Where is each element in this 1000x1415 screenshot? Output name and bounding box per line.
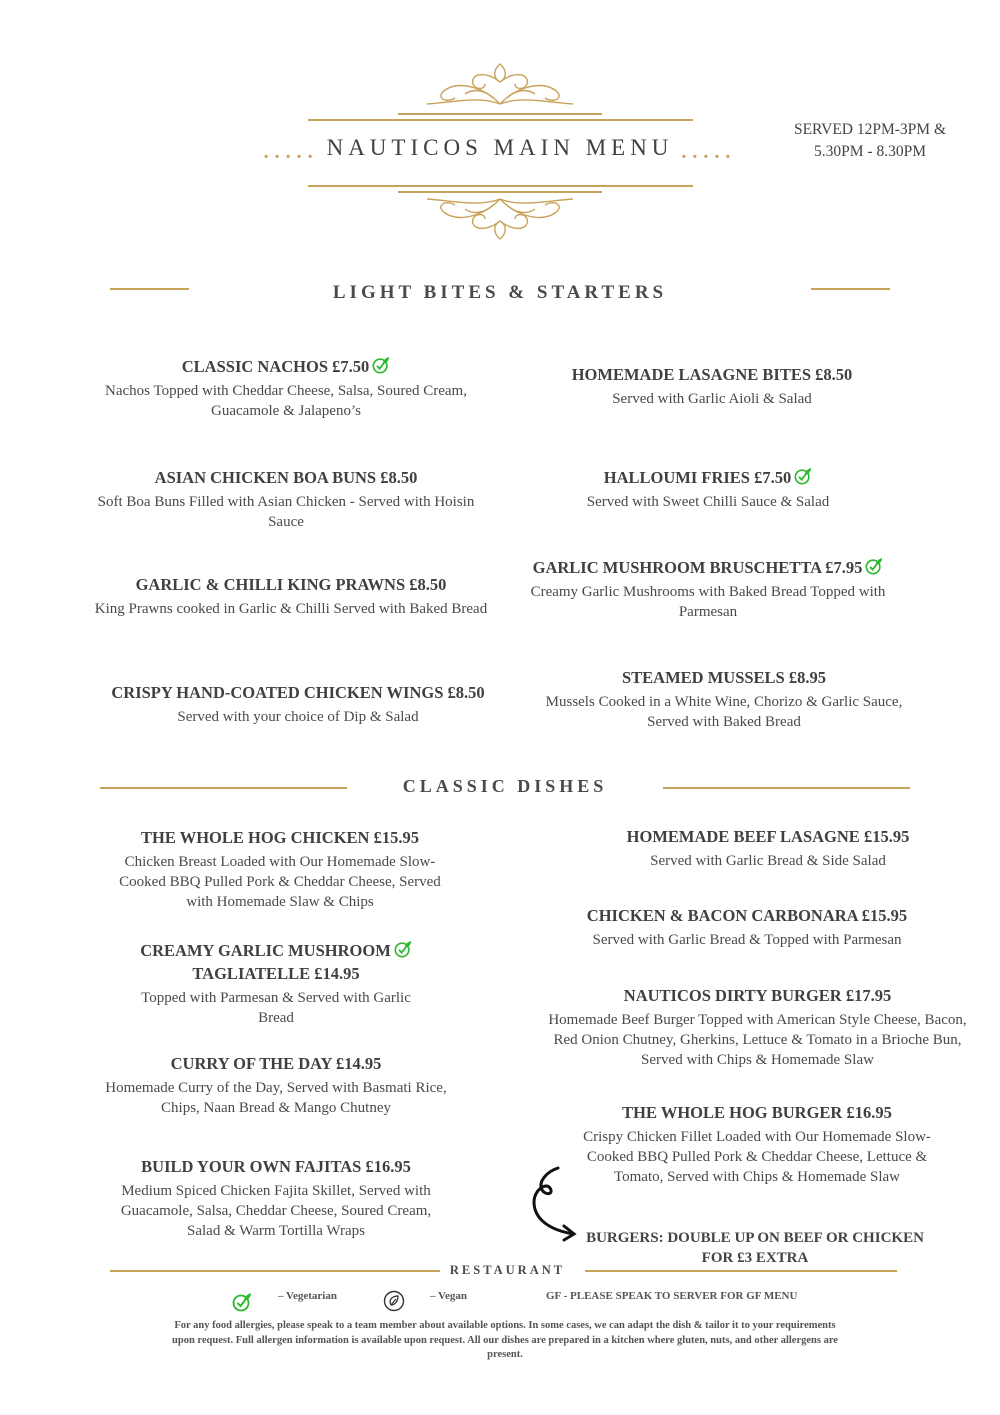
vegetarian-icon: [794, 467, 812, 485]
item-description: Homemade Beef Burger Topped with American Style Cheese, Bacon, Red Onion Chutney, Gherkins, Lettuce & Tomato in a Brioche Bun, Served with Chips & Homemade Slaw: [548, 1012, 967, 1068]
menu-item: [76, 939, 476, 1028]
vegetarian-icon: [372, 356, 390, 374]
item-description: Mussels Cooked in a White Wine, Chorizo & Garlic Sauce, Served with Baked Bread: [545, 694, 903, 730]
serving-hours: [770, 119, 970, 163]
item-name: HOMEMADE BEEF LASAGNE £15.95: [626, 827, 910, 846]
item-description: Homemade Curry of the Day, Served with Basmati Rice, Chips, Naan Bread & Mango Chutney: [105, 1080, 447, 1116]
item-description: Served with Garlic Bread & Topped with Parmesan: [592, 932, 902, 948]
item-name: BUILD YOUR OWN FAJITAS £16.95: [141, 1157, 411, 1176]
header-divider-top-short: [398, 113, 602, 115]
menu-item: [86, 466, 486, 532]
classics-divider-left: [100, 787, 347, 789]
burger-upgrade-note: BURGERS: DOUBLE UP ON BEEF OR CHICKEN FOR £3 EXTRA: [586, 1230, 924, 1266]
vegetarian-icon: [394, 940, 412, 958]
serving-hours-line2: 5.30PM - 8.30PM: [814, 143, 926, 160]
menu-item: [568, 825, 968, 871]
item-name: CLASSIC NACHOS £7.50: [86, 355, 486, 378]
menu-item: [508, 556, 908, 622]
curly-arrow-icon: [528, 1164, 580, 1244]
menu-item: [512, 363, 912, 409]
item-name-line2: TAGLIATELLE £14.95: [192, 964, 360, 983]
menu-item: [76, 1155, 476, 1241]
menu-item: [80, 826, 480, 912]
serving-hours-line1: SERVED 12PM-3PM &: [793, 121, 947, 138]
dots-right: .....: [681, 141, 737, 163]
item-description: Served with your choice of Dip & Salad: [177, 709, 419, 725]
item-description: Topped with Parmesan & Served with Garlic Bread: [141, 990, 411, 1026]
classics-divider-right: [663, 787, 910, 789]
allergy-disclaimer: For any food allergies, please speak to a team member about available options. In some cases, we can adapt the dish & tailor it to your requirements upon request. Full allergen information is available upon request. All our dishes are prepared in a kitchen where gluten, nuts, and other allergens are present.: [172, 1320, 838, 1360]
menu-item: [91, 573, 491, 619]
vegetarian-legend-icon: [232, 1292, 252, 1312]
menu-title-bar: [240, 128, 760, 168]
item-name: CHICKEN & BACON CARBONARA £15.95: [586, 906, 908, 925]
footer-divider-right: [585, 1270, 897, 1272]
top-ornament-icon: [415, 60, 585, 110]
item-name: NAUTICOS DIRTY BURGER £17.95: [623, 986, 892, 1005]
item-description: Chicken Breast Loaded with Our Homemade Slow-Cooked BBQ Pulled Pork & Cheddar Cheese, Served with Homemade Slaw & Chips: [119, 854, 441, 910]
item-name: THE WHOLE HOG CHICKEN £15.95: [141, 828, 419, 847]
item-name: CURRY OF THE DAY £14.95: [170, 1054, 382, 1073]
starters-divider-right: [811, 288, 890, 290]
menu-item: [508, 466, 908, 512]
page-title: NAUTICOS MAIN MENU: [326, 135, 674, 160]
item-description: Served with Garlic Bread & Side Salad: [650, 853, 886, 869]
item-name: CREAMY GARLIC MUSHROOM: [76, 939, 476, 962]
header-divider-top: [308, 119, 693, 121]
starters-divider-left: [110, 288, 189, 290]
item-name: ASIAN CHICKEN BOA BUNS £8.50: [154, 468, 418, 487]
vegan-legend-icon: [383, 1290, 405, 1312]
footer-divider-left: [110, 1270, 440, 1272]
gluten-free-note: GF - PLEASE SPEAK TO SERVER FOR GF MENU: [546, 1290, 798, 1302]
item-name: CRISPY HAND-COATED CHICKEN WINGS £8.50: [111, 683, 485, 702]
vegetarian-legend-label: – Vegetarian: [278, 1290, 337, 1302]
menu-item: [78, 681, 518, 727]
header-divider-bottom: [308, 185, 693, 187]
item-description: Nachos Topped with Cheddar Cheese, Salsa, Soured Cream, Guacamole & Jalapeno’s: [105, 383, 467, 419]
menu-item: [524, 666, 924, 732]
item-name: GARLIC & CHILLI KING PRAWNS £8.50: [135, 575, 447, 594]
section-title-starters: LIGHT BITES & STARTERS: [332, 282, 668, 303]
item-description: Creamy Garlic Mushrooms with Baked Bread Topped with Parmesan: [530, 584, 886, 620]
menu-item: [86, 355, 486, 421]
vegan-legend-label: – Vegan: [430, 1290, 467, 1302]
menu-item: [547, 904, 947, 950]
item-description: Served with Sweet Chilli Sauce & Salad: [586, 494, 830, 510]
item-description: King Prawns cooked in Garlic & Chilli Served with Baked Bread: [94, 601, 488, 617]
footer-label: RESTAURANT: [449, 1263, 566, 1277]
section-title-classics: CLASSIC DISHES: [402, 776, 608, 796]
bottom-ornament-icon: [415, 193, 585, 243]
item-name: HALLOUMI FRIES £7.50: [508, 466, 908, 489]
item-description: Medium Spiced Chicken Fajita Skillet, Served with Guacamole, Salsa, Cheddar Cheese, Soured Cream, Salad & Warm Tortilla Wraps: [120, 1183, 432, 1239]
item-name: GARLIC MUSHROOM BRUSCHETTA £7.95: [508, 556, 908, 579]
item-name: STEAMED MUSSELS £8.95: [621, 668, 826, 687]
item-name: THE WHOLE HOG BURGER £16.95: [622, 1103, 892, 1122]
menu-item: [540, 984, 975, 1070]
item-description: Crispy Chicken Fillet Loaded with Our Homemade Slow-Cooked BBQ Pulled Pork & Cheddar Cheese, Lettuce & Tomato, Served with Chips & Homemade Slaw: [583, 1129, 931, 1185]
menu-item: [76, 1052, 476, 1118]
item-name: HOMEMADE LASAGNE BITES £8.50: [571, 365, 853, 384]
vegetarian-icon: [865, 557, 883, 575]
menu-item: [567, 1101, 947, 1187]
item-description: Soft Boa Buns Filled with Asian Chicken - Served with Hoisin Sauce: [97, 494, 475, 530]
item-description: Served with Garlic Aioli & Salad: [612, 391, 812, 407]
dots-left: .....: [263, 141, 319, 163]
